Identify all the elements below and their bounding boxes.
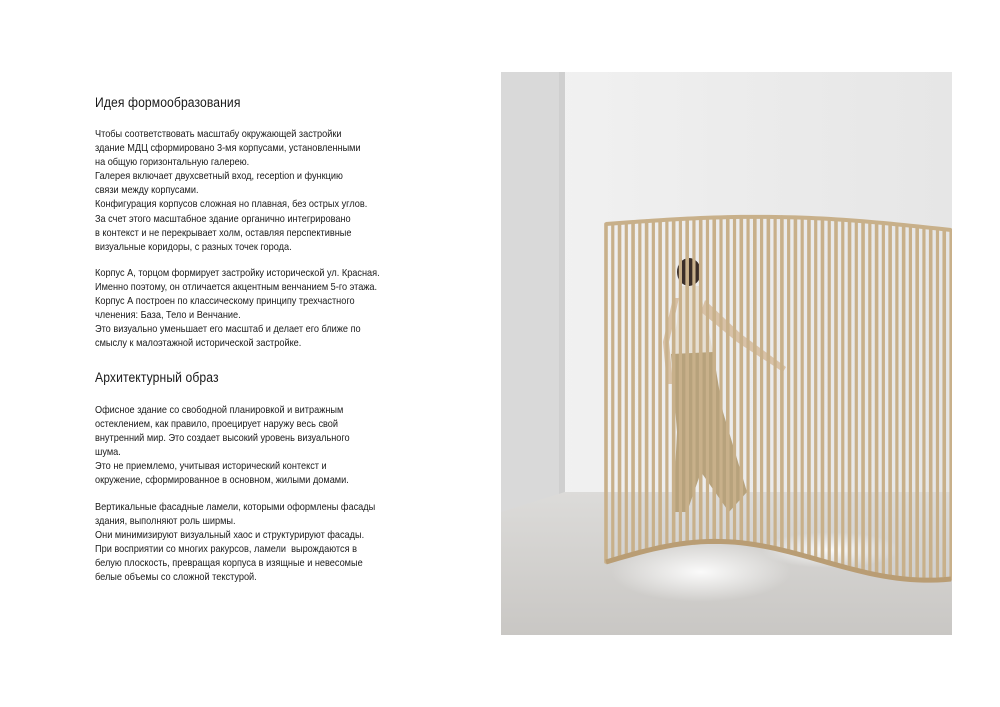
- section-title-form-idea: Идея формообразования: [95, 95, 241, 110]
- paragraph-architectural-image-2: Вертикальные фасадные ламели, которыми оформлены фасады здания, выполняют роль ширмы. Они минимизируют визуальный хаос и структурируют фасады. При восприятии со многих ракурсов, ламели вырождаются в белую плоскость, превращая корпуса в изящные и невесомые белые объемы со сложной текстурой.: [95, 502, 376, 584]
- paragraph-architectural-image-1: Офисное здание со свободной планировкой и витражным остеклением, как правило, проецирует наружу весь свой внутренний мир. Это создает высокий уровень визуального шума. Это не приемлемо, учитывая исторический контекст и окружение, сформированное в основном, жилыми домами.: [95, 405, 350, 487]
- reference-photo: [501, 72, 952, 635]
- section-title-architectural-image: Архитектурный образ: [95, 370, 219, 385]
- paragraph-form-idea-1: Чтобы соответствовать масштабу окружающей застройки здание МДЦ сформировано 3-мя корпусами, установленными на общую горизонтальную галерею. Галерея включает двухсветный вход, reception и функцию связи между корпусами. Конфигурация корпусов сложная но плавная, без острых углов. За счет этого масштабное здание органично интегрировано в контекст и не перекрывает холм, оставляя перспективные визуальные коридоры, с разных точек города.: [95, 129, 368, 253]
- slatted-screen-illustration: [501, 72, 952, 635]
- paragraph-form-idea-2: Корпус А, торцом формирует застройку исторической ул. Красная. Именно поэтому, он отличается акцентным венчанием 5-го этажа. Корпус А построен по классическому принципу трехчастного членения: База, Тело и Венчание. Это визуально уменьшает его масштаб и делает его ближе по смыслу к малоэтажной исторической застройке.: [95, 268, 380, 350]
- wall-pillar: [501, 72, 559, 512]
